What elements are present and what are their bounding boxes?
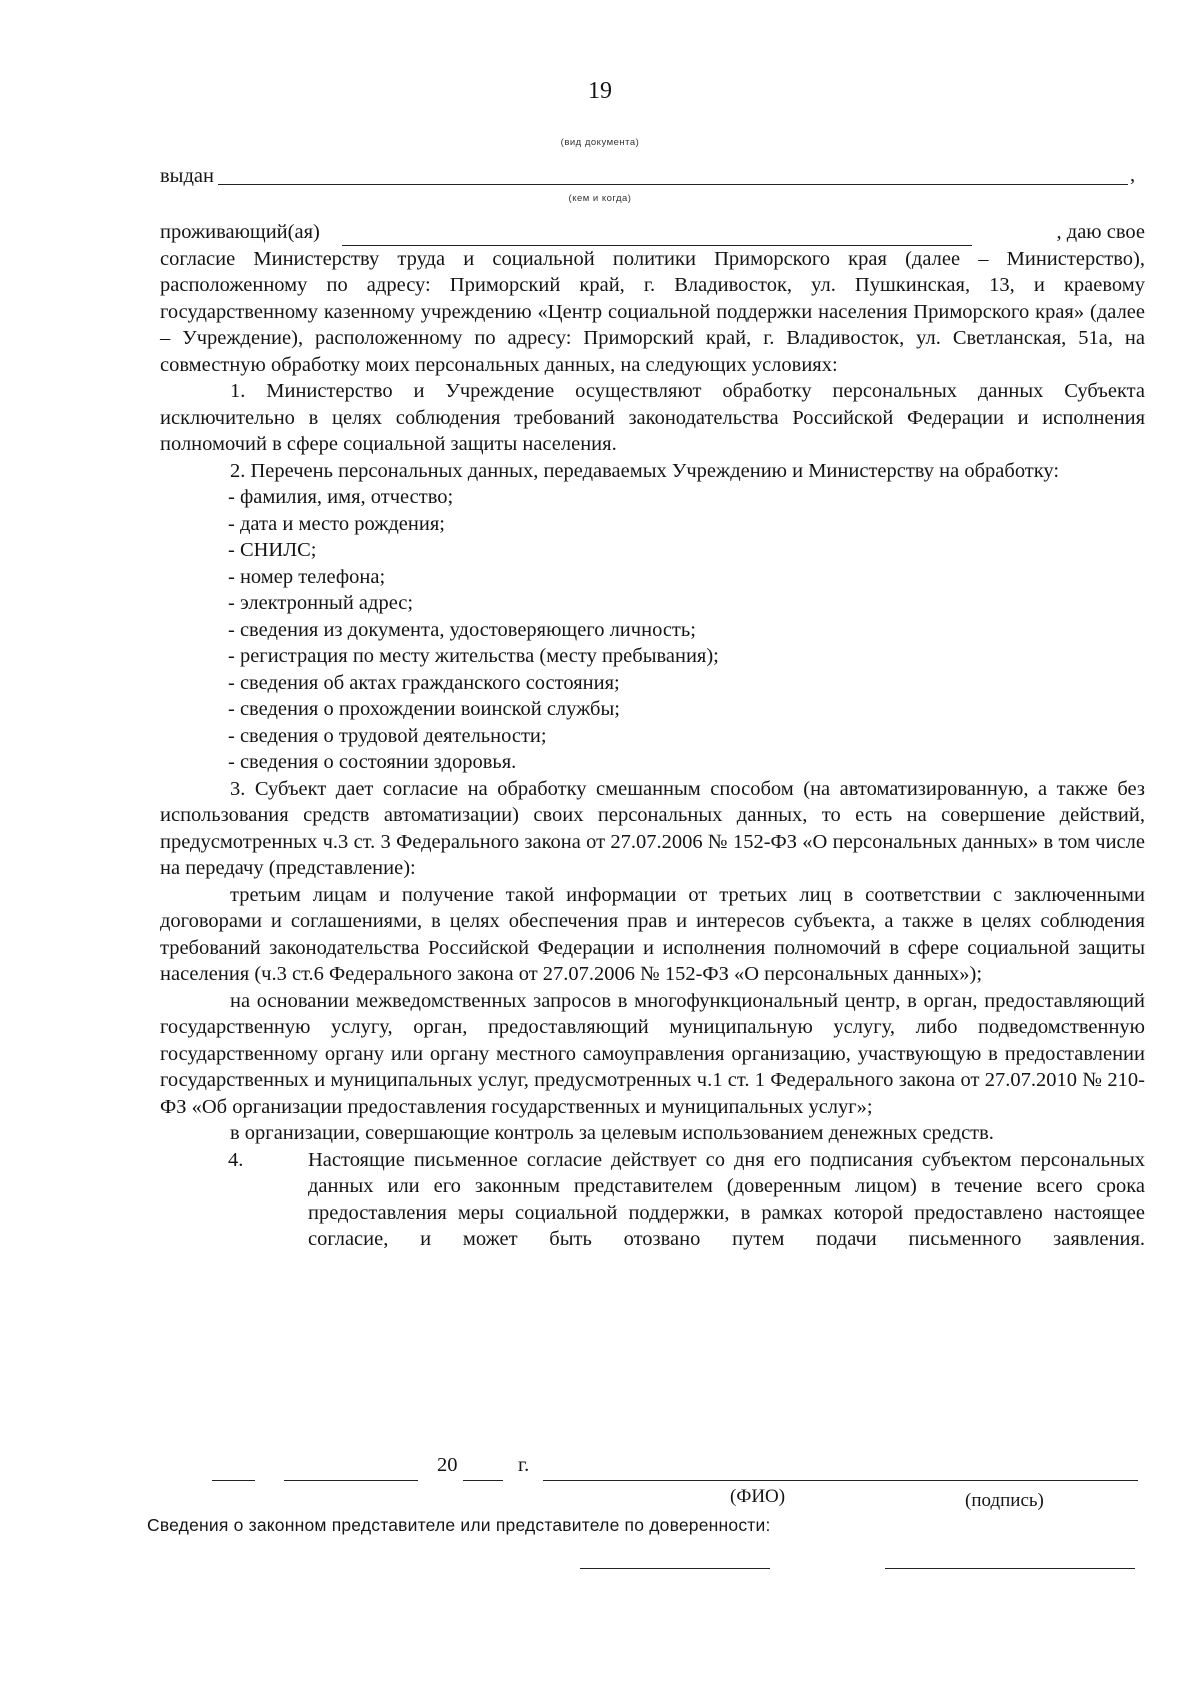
fio-signature-field[interactable] xyxy=(543,1458,1138,1481)
list-item: - фамилия, имя, отчество; xyxy=(228,486,454,508)
residing-rest: , даю свое xyxy=(1056,221,1145,243)
list-item: - сведения о состоянии здоровья. xyxy=(228,751,517,773)
issued-field[interactable] xyxy=(218,168,1128,185)
page-number: 19 xyxy=(588,78,612,104)
list-item: - СНИЛС; xyxy=(228,539,317,561)
doc-type-caption: (вид документа) xyxy=(560,137,640,148)
date-day-field[interactable] xyxy=(212,1458,255,1481)
clause-1: 1. Министерство и Учреждение осуществляют обработку персональных данных Субъекта исключительно в целях соблюдения требований законодательства Российской Федерации и исполнения полномочий в сфере социальной защиты населения. xyxy=(160,380,1145,455)
list-item: - сведения о прохождении воинской службы; xyxy=(228,698,620,720)
residing-row xyxy=(160,219,1145,246)
list-item: - электронный адрес; xyxy=(228,592,414,614)
date-year-field[interactable] xyxy=(463,1458,503,1481)
residing-label: проживающий(ая) xyxy=(160,221,320,243)
clause-4-text: Настоящие письменное согласие действует со дня его подписания субъектом персональных данных или его законным представителем (доверенным лицом) в течение всего срока предоставления меры социальной поддержки, в рамках которой предоставлено настоящее согласие, и может быть отозвано путем подачи письменного заявления. xyxy=(308,1148,1145,1250)
clause-3-control-organizations: в организации, совершающие контроль за целевым использованием денежных средств. xyxy=(230,1122,994,1144)
list-item: - сведения об актах гражданского состояния; xyxy=(228,671,620,694)
list-item: - сведения о трудовой деятельности; xyxy=(228,724,547,747)
list-item: - номер телефона; xyxy=(228,565,386,588)
clause-4-number: 4. xyxy=(228,1148,244,1171)
clause-3-third-parties: третьим лицам и получение такой информации от третьих лиц в соответствии с заключенными договорами и соглашениями, в целях обеспечения прав и интересов субъекта, а также в целях соблюдения требований законодательства Российской Федерации и исполнения полномочий в сфере социальной защиты населения (ч.3 ст.6 Федерального закона от 27.07.2006 № 152-ФЗ «О персональных данных»); xyxy=(160,883,1145,985)
intro-paragraph: согласие Министерству труда и социальной политики Приморского края (далее – Министерство), расположенному по адресу: Приморский край, г. Владивосток, ул. Пушкинская, 13, и краевому государственному казенному учреждению «Центр социальной поддержки населения Приморского края» (далее – Учреждение), расположенному по адресу: Приморский край, г. Владивосток, ул. Светланская, 51а, на совместную обработку моих персональных данных, на следующих условиях: xyxy=(160,247,1145,376)
list-item: - сведения из документа, удостоверяющего личность; xyxy=(228,618,696,641)
clause-4 xyxy=(160,1147,1145,1253)
representative-fio-field[interactable] xyxy=(580,1556,770,1569)
list-item: - дата и место рождения; xyxy=(228,512,445,535)
signature-caption: (подпись) xyxy=(965,1490,1044,1511)
date-month-field[interactable] xyxy=(284,1458,418,1481)
clause-3: 3. Субъект дает согласие на обработку смешанным способом (на автоматизированную, а также без использования средств автоматизации) своих персональных данных, то есть на совершение действий, предусмотренных ч.3 ст. 3 Федерального закона от 27.07.2006 № 152-ФЗ «О персональных данных» в том числе на передачу (представление): xyxy=(160,777,1145,879)
personal-data-list xyxy=(160,484,1145,776)
representative-signature-field[interactable] xyxy=(885,1556,1135,1569)
issued-label: выдан xyxy=(160,165,214,187)
year-prefix: 20 xyxy=(437,1454,458,1476)
fio-caption: (ФИО) xyxy=(730,1486,786,1507)
consent-body xyxy=(160,219,1145,1253)
residing-field[interactable] xyxy=(342,225,972,246)
list-item: - регистрация по месту жительства (месту пребывания); xyxy=(228,645,719,667)
year-suffix: г. xyxy=(518,1454,530,1476)
issued-comma: , xyxy=(1130,164,1136,186)
clause-2: 2. Перечень персональных данных, передаваемых Учреждению и Министерству на обработку: xyxy=(230,459,1060,482)
representative-info-label: Сведения о законном представителе или представителе по доверенности: xyxy=(147,1515,771,1535)
signature-row xyxy=(0,1454,1200,1488)
issued-caption: (кем и когда) xyxy=(568,193,632,204)
clause-3-interagency: на основании межведомственных запросов в многофункциональный центр, в орган, предоставляющий государственную услугу, орган, предоставляющий муниципальную услугу, либо подведомственную государственному органу или органу местного самоуправления организацию, участвующую в предоставлении государственных и муниципальных услуг, предусмотренных ч.1 ст. 1 Федерального закона от 27.07.2010 № 210-ФЗ «Об организации предоставления государственных и муниципальных услуг»; xyxy=(160,989,1145,1118)
